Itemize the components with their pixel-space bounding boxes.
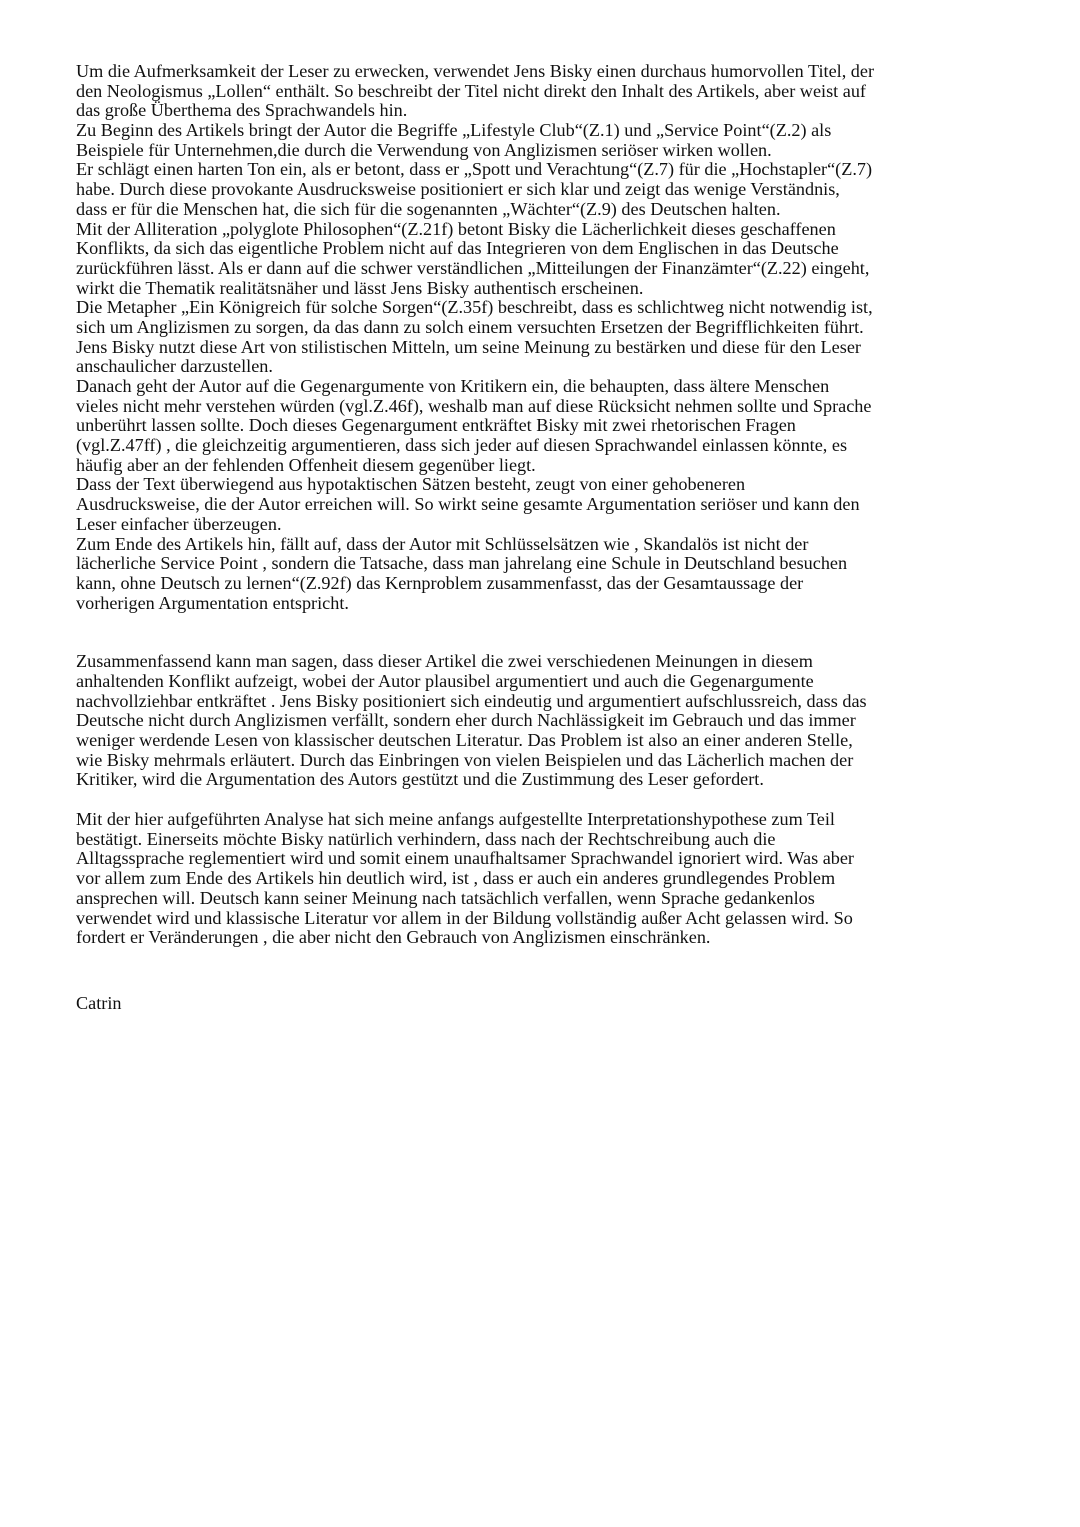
text-line: Alltagssprache reglementiert wird und somit einem unaufhaltsamer Sprachwandel ignoriert wird. Was aber bbox=[76, 848, 854, 869]
paragraph-spacer bbox=[76, 613, 996, 652]
text-line: dass er für die Menschen hat, die sich für die sogenannten „Wächter“(Z.9) des Deutschen halten. bbox=[76, 198, 781, 219]
text-line: Beispiele für Unternehmen,die durch die Verwendung von Anglizismen seriöser wirken wollen. bbox=[76, 139, 772, 160]
text-line: häufig aber an der fehlenden Offenheit diesem gegenüber liegt. bbox=[76, 454, 536, 475]
text-line: sich um Anglizismen zu sorgen, da das dann zu solch einem versuchten Ersetzen der Begrifflichkeiten führt. bbox=[76, 316, 864, 337]
text-line: Konflikts, da sich das eigentliche Problem nicht auf das Integrieren von dem Englischen in das Deutsche bbox=[76, 238, 839, 259]
text-line: Ausdrucksweise, die der Autor erreichen will. So wirkt seine gesamte Argumentation seriöser und kann den bbox=[76, 494, 860, 515]
summary-paragraph bbox=[76, 652, 996, 790]
text-line: Er schlägt einen harten Ton ein, als er betont, dass er „Spott und Verachtung“(Z.7) für die „Hochstapler“(Z.7) bbox=[76, 159, 873, 180]
text-line: vorherigen Argumentation entspricht. bbox=[76, 592, 349, 613]
text-line: zurückführen lässt. Als er dann auf die schwer verständlichen „Mitteilungen der Finanzämter“(Z.22) eingeht, bbox=[76, 257, 870, 278]
text-line: Zusammenfassend kann man sagen, dass dieser Artikel die zwei verschiedenen Meinungen in diesem bbox=[76, 651, 813, 672]
text-line: wirkt die Thematik realitätsnäher und lässt Jens Bisky authentisch erscheinen. bbox=[76, 277, 644, 298]
text-line: verwendet wird und klassische Literatur vor allem in der Bildung vollständig außer Acht gelassen wird. So bbox=[76, 907, 853, 928]
text-line: unberührt lassen sollte. Doch dieses Gegenargument entkräftet Bisky mit zwei rhetorischen Fragen bbox=[76, 415, 796, 436]
text-line: kann, ohne Deutsch zu lernen“(Z.92f) das Kernproblem zusammenfasst, das der Gesamtaussage der bbox=[76, 572, 804, 593]
text-line: Dass der Text überwiegend aus hypotaktischen Sätzen besteht, zeugt von einer gehobeneren bbox=[76, 474, 746, 495]
text-line: Jens Bisky nutzt diese Art von stilistischen Mitteln, um seine Meinung zu bestärken und diese für den Leser bbox=[76, 336, 861, 357]
document-page bbox=[76, 62, 996, 1014]
text-line: habe. Durch diese provokante Ausdrucksweise positioniert er sich klar und zeigt das wenige Verständnis, bbox=[76, 179, 840, 200]
analysis-paragraph bbox=[76, 62, 996, 613]
text-line: Mit der hier aufgeführten Analyse hat sich meine anfangs aufgestellte Interpretationshypothese zum Teil bbox=[76, 809, 835, 830]
text-line: lächerliche Service Point , sondern die Tatsache, dass man jahrelang eine Schule in Deutschland besuchen bbox=[76, 553, 848, 574]
text-line: das große Überthema des Sprachwandels hin. bbox=[76, 100, 408, 121]
author-signature: Catrin bbox=[76, 992, 122, 1013]
text-line: weniger werdende Lesen von klassischer deutschen Literatur. Das Problem ist also an einer anderen Stelle, bbox=[76, 730, 853, 750]
text-line: bestätigt. Einerseits möchte Bisky natürlich verhindern, dass nach der Rechtschreibung auch die bbox=[76, 828, 776, 849]
text-line: Zum Ende des Artikels hin, fällt auf, dass der Autor mit Schlüsselsätzen wie , Skandalös ist nicht der bbox=[76, 533, 809, 554]
text-line: anschaulicher darzustellen. bbox=[76, 356, 273, 377]
text-line: (vgl.Z.47ff) , die gleichzeitig argumentieren, dass sich jeder auf diesen Sprachwandel einlassen könnte, es bbox=[76, 435, 848, 456]
text-line: vieles nicht mehr verstehen würden (vgl.Z.46f), weshalb man auf diese Rücksicht nehmen sollte und Sprache bbox=[76, 395, 872, 416]
text-line: wie Bisky mehrmals erläutert. Durch das Einbringen von vielen Beispielen und das Lächerlich machen der bbox=[76, 749, 854, 770]
text-line: anhaltenden Konflikt aufzeigt, wobei der Autor plausibel argumentiert und auch die Gegenargumente bbox=[76, 670, 814, 691]
text-line: Mit der Alliteration „polyglote Philosophen“(Z.21f) betont Bisky die Lächerlichkeit dieses geschaffenen bbox=[76, 218, 836, 239]
text-line: Die Metapher „Ein Königreich für solche Sorgen“(Z.35f) beschreibt, dass es schlichtweg nicht notwendig ist, bbox=[76, 297, 873, 318]
text-line: den Neologismus „Lollen“ enthält. So beschreibt der Titel nicht direkt den Inhalt des Artikels, aber weist auf bbox=[76, 80, 866, 101]
text-line: Zu Beginn des Artikels bringt der Autor die Begriffe „Lifestyle Club“(Z.1) und „Service Point“(Z.2) als bbox=[76, 120, 832, 141]
paragraph-spacer bbox=[76, 790, 996, 810]
text-line: Deutsche nicht durch Anglizismen verfällt, sondern eher durch Nachlässigkeit im Gebrauch und das immer bbox=[76, 710, 856, 731]
text-line: fordert er Veränderungen , die aber nicht den Gebrauch von Anglizismen einschränken. bbox=[76, 927, 711, 948]
text-line: Um die Aufmerksamkeit der Leser zu erwecken, verwendet Jens Bisky einen durchaus humorvollen Titel, der bbox=[76, 61, 875, 81]
text-line: Leser einfacher überzeugen. bbox=[76, 513, 282, 534]
signature-block bbox=[76, 994, 996, 1014]
paragraph-spacer bbox=[76, 948, 996, 994]
text-line: nachvollziehbar entkräftet . Jens Bisky positioniert sich eindeutig und argumentiert aufschlussreich, dass das bbox=[76, 690, 867, 711]
text-line: Danach geht der Autor auf die Gegenargumente von Kritikern ein, die behaupten, dass ältere Menschen bbox=[76, 376, 830, 396]
text-line: ansprechen will. Deutsch kann seiner Meinung nach tatsächlich verfallen, wenn Sprache gedankenlos bbox=[76, 887, 815, 908]
conclusion-paragraph bbox=[76, 810, 996, 948]
text-line: vor allem zum Ende des Artikels hin deutlich wird, ist , dass er auch ein anderes grundlegendes Problem bbox=[76, 868, 836, 889]
text-line: Kritiker, wird die Argumentation des Autors gestützt und die Zustimmung des Leser gefordert. bbox=[76, 769, 764, 790]
